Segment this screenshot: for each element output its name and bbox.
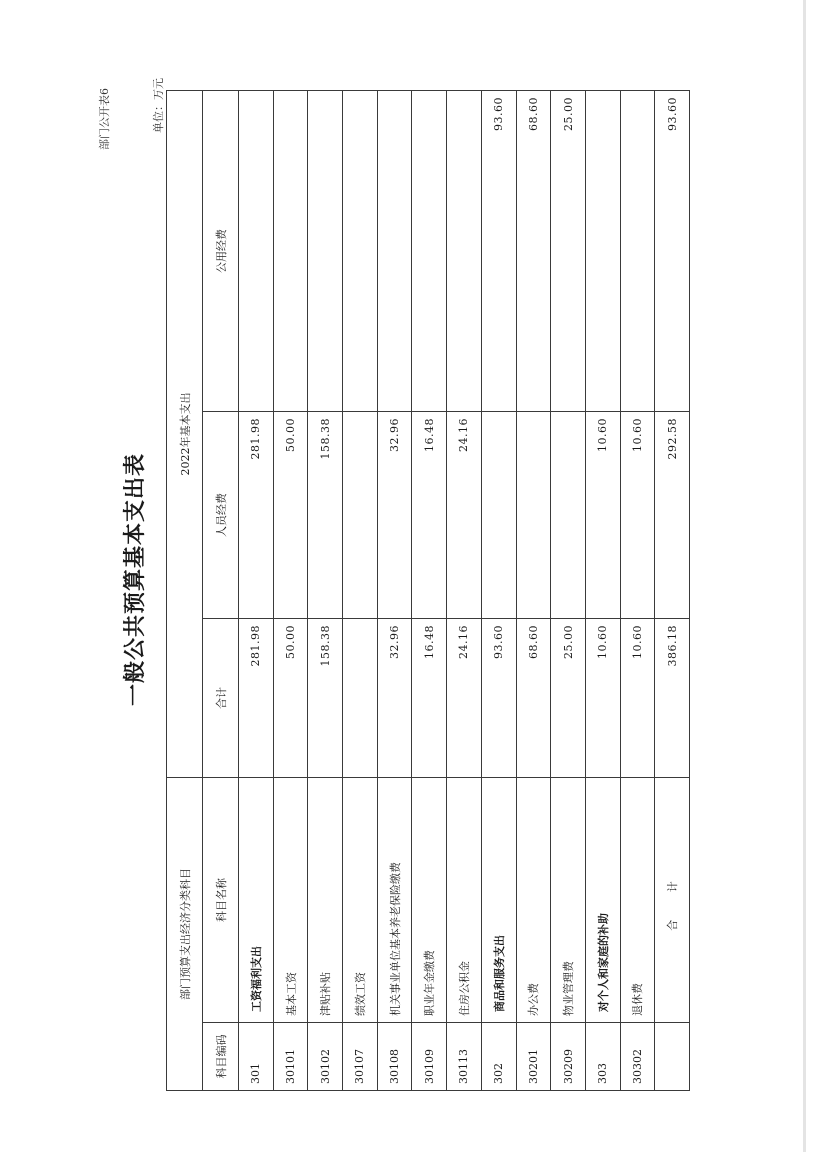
grand-total: 386.18 bbox=[655, 619, 690, 778]
total-code-cell bbox=[655, 1023, 690, 1091]
header-basic-expenditure-group: 2022年基本支出 bbox=[167, 91, 203, 778]
header-personnel: 人员经费 bbox=[203, 412, 239, 619]
row-code: 301 bbox=[239, 1023, 274, 1091]
header-total: 合计 bbox=[203, 619, 239, 778]
row-total: 25.00 bbox=[551, 619, 586, 778]
header-classification-group: 部门预算支出经济分类科目 bbox=[167, 778, 203, 1091]
table-row bbox=[343, 91, 378, 1091]
table-row bbox=[308, 91, 343, 1091]
row-personnel bbox=[516, 412, 551, 619]
budget-table bbox=[166, 90, 690, 1091]
row-code: 30201 bbox=[516, 1023, 551, 1091]
row-personnel: 16.48 bbox=[412, 412, 447, 619]
row-personnel: 281.98 bbox=[239, 412, 274, 619]
row-total: 93.60 bbox=[481, 619, 516, 778]
scan-edge bbox=[803, 0, 806, 1152]
row-name: 对个人和家庭的补助 bbox=[585, 778, 620, 1023]
row-public bbox=[273, 91, 308, 412]
table-row bbox=[377, 91, 412, 1091]
row-code: 30302 bbox=[620, 1023, 655, 1091]
personnel-total: 292.58 bbox=[655, 412, 690, 619]
row-total: 10.60 bbox=[585, 619, 620, 778]
header-public: 公用经费 bbox=[203, 91, 239, 412]
row-name: 机关事业单位基本养老保险缴费 bbox=[377, 778, 412, 1023]
total-label: 合 计 bbox=[655, 778, 690, 1023]
row-code: 30101 bbox=[273, 1023, 308, 1091]
row-personnel: 10.60 bbox=[620, 412, 655, 619]
row-public bbox=[239, 91, 274, 412]
row-total: 50.00 bbox=[273, 619, 308, 778]
document-number: 部门公开表6 bbox=[98, 88, 111, 150]
page-title: 一般公共预算基本支出表 bbox=[122, 452, 148, 706]
table-row bbox=[585, 91, 620, 1091]
row-name: 退休费 bbox=[620, 778, 655, 1023]
row-name: 基本工资 bbox=[273, 778, 308, 1023]
row-code: 30107 bbox=[343, 1023, 378, 1091]
row-public: 93.60 bbox=[481, 91, 516, 412]
row-code: 30109 bbox=[412, 1023, 447, 1091]
table-row bbox=[516, 91, 551, 1091]
table-row bbox=[620, 91, 655, 1091]
row-name: 办公费 bbox=[516, 778, 551, 1023]
row-name: 住房公积金 bbox=[447, 778, 482, 1023]
row-total: 32.96 bbox=[377, 619, 412, 778]
row-code: 30209 bbox=[551, 1023, 586, 1091]
row-name: 职业年金缴费 bbox=[412, 778, 447, 1023]
header-name: 科目名称 bbox=[203, 778, 239, 1023]
table-row bbox=[481, 91, 516, 1091]
row-personnel: 10.60 bbox=[585, 412, 620, 619]
row-name: 绩效工资 bbox=[343, 778, 378, 1023]
row-total: 16.48 bbox=[412, 619, 447, 778]
row-total: 10.60 bbox=[620, 619, 655, 778]
table-row bbox=[447, 91, 482, 1091]
row-public bbox=[308, 91, 343, 412]
total-row bbox=[655, 91, 690, 1091]
row-code: 302 bbox=[481, 1023, 516, 1091]
budget-table-container bbox=[166, 91, 690, 1091]
row-public bbox=[412, 91, 447, 412]
row-personnel bbox=[343, 412, 378, 619]
row-name: 津贴补贴 bbox=[308, 778, 343, 1023]
header-code: 科目编码 bbox=[203, 1023, 239, 1091]
row-personnel: 50.00 bbox=[273, 412, 308, 619]
row-personnel: 158.38 bbox=[308, 412, 343, 619]
row-name: 物业管理费 bbox=[551, 778, 586, 1023]
row-total: 24.16 bbox=[447, 619, 482, 778]
row-public bbox=[620, 91, 655, 412]
row-personnel bbox=[551, 412, 586, 619]
row-public bbox=[377, 91, 412, 412]
unit-label: 单位：万元 bbox=[152, 78, 165, 133]
table-row bbox=[239, 91, 274, 1091]
row-code: 30102 bbox=[308, 1023, 343, 1091]
row-code: 303 bbox=[585, 1023, 620, 1091]
row-code: 30108 bbox=[377, 1023, 412, 1091]
row-personnel: 32.96 bbox=[377, 412, 412, 619]
row-public: 25.00 bbox=[551, 91, 586, 412]
public-total: 93.60 bbox=[655, 91, 690, 412]
table-row bbox=[412, 91, 447, 1091]
row-name: 商品和服务支出 bbox=[481, 778, 516, 1023]
row-public bbox=[585, 91, 620, 412]
row-public: 68.60 bbox=[516, 91, 551, 412]
table-row bbox=[551, 91, 586, 1091]
row-personnel: 24.16 bbox=[447, 412, 482, 619]
row-code: 30113 bbox=[447, 1023, 482, 1091]
row-public bbox=[343, 91, 378, 412]
row-total: 68.60 bbox=[516, 619, 551, 778]
row-total: 158.38 bbox=[308, 619, 343, 778]
row-total: 281.98 bbox=[239, 619, 274, 778]
row-name: 工资福利支出 bbox=[239, 778, 274, 1023]
row-total bbox=[343, 619, 378, 778]
row-public bbox=[447, 91, 482, 412]
row-personnel bbox=[481, 412, 516, 619]
table-row bbox=[273, 91, 308, 1091]
